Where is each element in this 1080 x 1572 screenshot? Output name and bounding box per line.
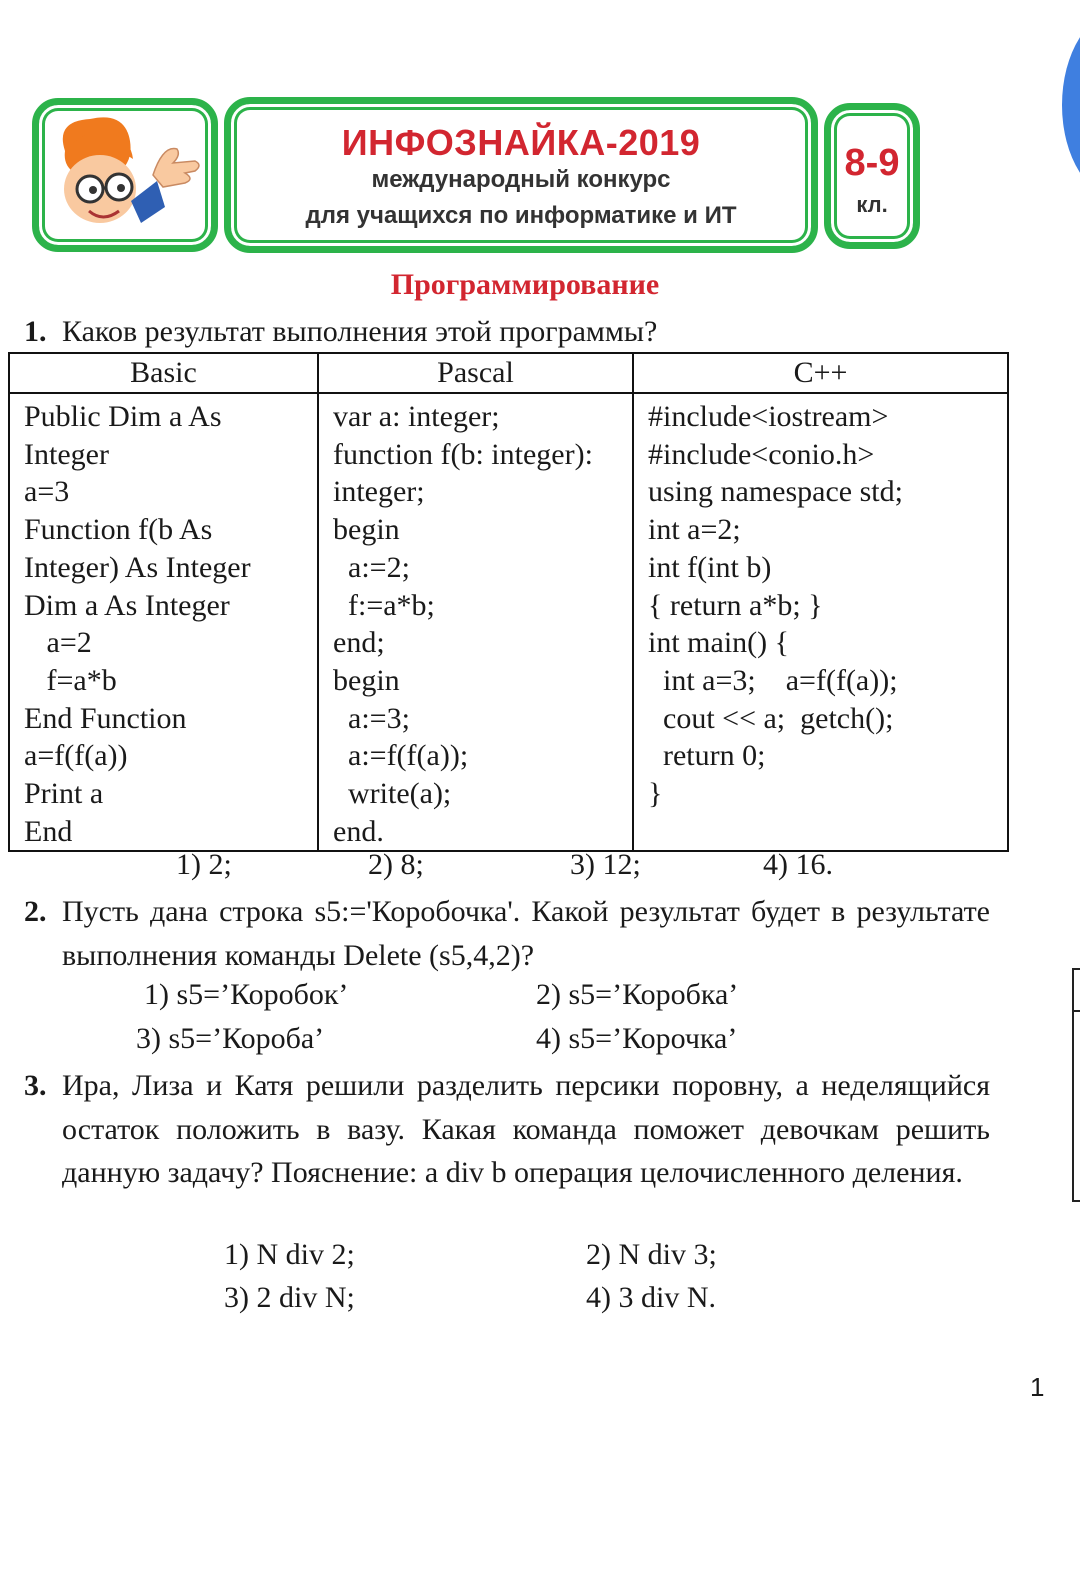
q2-answer-3: 3) s5=’Короба’: [136, 1022, 325, 1055]
code-line: int main() {: [648, 626, 790, 660]
code-line: end.: [333, 814, 384, 848]
question-3-text: Ира, Лиза и Катя решили разделить персики поровну, а неделящийся остаток положить в вазу. Какая команда поможет девочкам решить данную задачу? Пояснение: a div b операция целочисленного деления.: [62, 1069, 990, 1189]
code-line: a=2: [24, 626, 92, 660]
code-line: { return a*b; }: [648, 588, 823, 622]
q1-answer-4: 4) 16.: [763, 848, 833, 881]
code-line: begin: [333, 513, 400, 547]
code-line: Integer) As Integer: [24, 550, 251, 584]
code-line: f:=a*b;: [333, 588, 435, 622]
column-header-cpp: C++: [633, 353, 1008, 393]
question-number: 1.: [24, 315, 47, 348]
margin-tick: [1074, 1010, 1080, 1012]
grade-unit: кл.: [856, 192, 888, 217]
question-text: Каков результат выполнения этой программы?: [62, 315, 658, 348]
pascal-code: [318, 393, 633, 851]
section-title: Программирование: [390, 268, 660, 301]
code-line: begin: [333, 663, 400, 697]
code-line: End Function: [24, 701, 187, 735]
code-line: return 0;: [648, 739, 766, 773]
code-line: int a=3; a=f(f(a));: [648, 663, 898, 697]
question-number: 3.: [24, 1069, 47, 1102]
code-line: using namespace std;: [648, 475, 903, 509]
q2-answer-2: 2) s5=’Коробка’: [536, 978, 739, 1011]
code-line: int a=2;: [648, 513, 741, 547]
contest-title: ИНФОЗНАЙКА-2019: [341, 122, 701, 163]
question-number: 2.: [24, 895, 47, 928]
code-line: End: [24, 814, 73, 848]
question-3-number: [24, 1064, 47, 1108]
code-line: end;: [333, 626, 385, 660]
q2-answer-4: 4) s5=’Корочка’: [536, 1022, 738, 1055]
grade-box: [824, 103, 920, 249]
question-2-text: Пусть дана строка s5:='Коробочка'. Какой результат будет в результате выполнения команды Delete (s5,4,2)?: [62, 895, 990, 972]
cartoon-boy-icon: [45, 111, 205, 239]
code-line: Function f(b As: [24, 513, 213, 547]
code-line: #include<iostream>: [648, 400, 889, 433]
q2-answer-1: 1) s5=’Коробок’: [144, 978, 349, 1011]
code-line: a=3: [24, 475, 70, 509]
code-line: a=f(f(a)): [24, 739, 128, 773]
contest-subtitle-1: международный конкурс: [371, 166, 671, 193]
code-line: var a: integer;: [333, 400, 500, 433]
grade-number: 8-9: [844, 142, 900, 184]
code-line: cout << a; getch();: [648, 701, 894, 735]
contest-subtitle-2: для учащихся по информатике и ИТ: [305, 202, 737, 229]
edge-decoration: [1062, 10, 1080, 200]
question-1: [24, 310, 657, 354]
code-line: Dim a As Integer: [24, 588, 230, 622]
code-line: Public Dim a As: [24, 400, 222, 433]
q3-answer-3: 3) 2 div N;: [224, 1281, 355, 1314]
logo-box: [32, 98, 218, 252]
code-line: write(a);: [333, 777, 452, 811]
cpp-code: [633, 393, 1008, 851]
q1-answer-2: 2) 8;: [368, 848, 424, 881]
code-line: Integer: [24, 437, 109, 471]
code-line: #include<conio.h>: [648, 437, 875, 471]
q3-answer-1: 1) N div 2;: [224, 1238, 355, 1271]
code-line: function f(b: integer):: [333, 437, 593, 471]
code-table: [8, 352, 1009, 852]
code-line: a:=f(f(a));: [333, 739, 469, 773]
q3-answer-4: 4) 3 div N.: [586, 1281, 716, 1314]
contest-title-box: [224, 97, 818, 253]
code-line: integer;: [333, 475, 425, 509]
basic-code: [9, 393, 318, 851]
column-header-basic: Basic: [9, 353, 318, 393]
page-number: 1: [1030, 1372, 1045, 1402]
q3-answer-2: 2) N div 3;: [586, 1238, 717, 1271]
question-2-number: [24, 890, 47, 934]
margin-bracket: [1072, 968, 1080, 1202]
code-line: Print a: [24, 777, 104, 811]
code-line: int f(int b): [648, 550, 772, 584]
q1-answer-1: 1) 2;: [176, 848, 232, 881]
code-line: }: [648, 777, 663, 811]
code-line: f=a*b: [24, 663, 117, 697]
column-header-pascal: Pascal: [318, 353, 633, 393]
code-line: a:=3;: [333, 701, 410, 735]
code-line: a:=2;: [333, 550, 410, 584]
q1-answer-3: 3) 12;: [570, 848, 641, 881]
